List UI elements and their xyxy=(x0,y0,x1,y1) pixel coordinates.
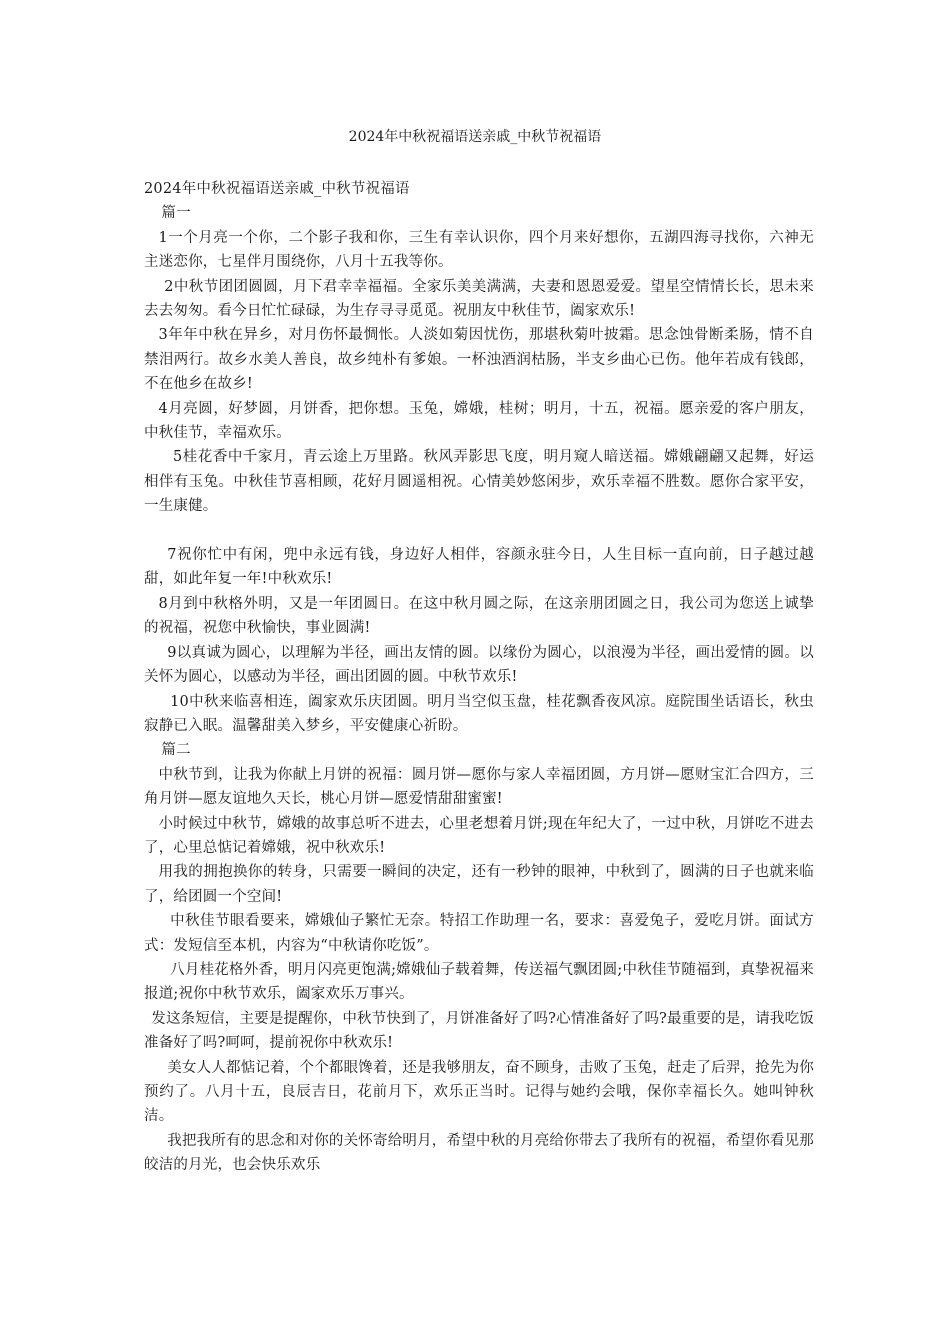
paragraph: 10中秋来临喜相连，阖家欢乐庆团圆。明月当空似玉盘，桂花飘香夜风凉。庭院围坐话语长，秋虫寂静已入眠。温馨甜美入梦乡，平安健康心祈盼。 xyxy=(144,693,814,734)
paragraph: 5桂花香中千家月，青云途上万里路。秋风弄影思飞度，明月窥人暗送福。嫦娥翩翩又起舞，好运相伴有玉兔。中秋佳节喜相顾，花好月圆遥相祝。心情美妙悠闲步，欢乐幸福不胜数。愿你合家平安，一生康健。 xyxy=(144,449,814,515)
paragraph: 8月到中秋格外明，又是一年团圆日。在这中秋月圆之际，在这亲朋团圆之日，我公司为您送上诚挚的祝福，祝您中秋愉快，事业圆满! xyxy=(144,595,814,637)
paragraph: 3年年中秋在异乡，对月伤怀最惆怅。人淡如菊因忧伤，那堪秋菊叶披霜。思念蚀骨断柔肠，情不自禁泪两行。故乡水美人善良，故乡纯朴有爹娘。一杯浊酒润枯肠，半支乡曲心已伤。他年若成有钱郎，不在他乡在故乡! xyxy=(144,327,814,393)
document-body xyxy=(144,177,814,1178)
paragraph: 我把我所有的思念和对你的关怀寄给明月，希望中秋的月亮给你带去了我所有的祝福，希望你看见那皎洁的月光，也会快乐欢乐 xyxy=(144,1132,814,1174)
paragraph: 中秋佳节眼看要来，嫦娥仙子繁忙无奈。特招工作助理一名，要求：喜爱兔子，爱吃月饼。面试方式：发短信至本机，内容为“中秋请你吃饭”。 xyxy=(144,913,814,954)
paragraph: 美女人人都惦记着，个个都眼馋着，还是我够朋友，奋不顾身，击败了玉兔，赶走了后羿，抢先为你预约了。八月十五，良辰吉日，花前月下，欢乐正当时。记得与她约会哦，保你幸福长久。她叫钟秋洁。 xyxy=(144,1059,814,1125)
paragraph: 2中秋节团团圆圆，月下君幸幸福福。全家乐美美满满，夫妻和恩恩爱爱。望星空情情长长，思未来去去匆匆。看今日忙忙碌碌，为生存寻寻觅觅。祝朋友中秋佳节，阖家欢乐! xyxy=(144,278,814,320)
blank-line xyxy=(144,519,814,543)
paragraph: 2024年中秋祝福语送亲戚_中秋节祝福语 xyxy=(144,181,410,197)
paragraph: 篇二 xyxy=(161,742,191,759)
page-title: 2024年中秋祝福语送亲戚_中秋节祝福语 xyxy=(348,129,602,145)
paragraph: 中秋节到，让我为你献上月饼的祝福：圆月饼—愿你与家人幸福团圆，方月饼—愿财宝汇合四方，三角月饼—愿友谊地久天长，桃心月饼—愿爱情甜甜蜜蜜! xyxy=(144,766,814,808)
paragraph: 9以真诚为圆心，以理解为半径，画出友情的圆。以缘份为圆心，以浪漫为半径，画出爱情的圆。以关怀为圆心，以感动为半径，画出团圆的圆。中秋节欢乐! xyxy=(144,644,814,686)
paragraph: 4月亮圆，好梦圆，月饼香，把你想。玉兔，嫦娥，桂树；明月，十五，祝福。愿亲爱的客户朋友，中秋佳节，幸福欢乐。 xyxy=(144,400,814,442)
paragraph: 小时候过中秋节，嫦娥的故事总听不进去，心里老想着月饼;现在年纪大了，一过中秋，月饼吃不进去了，心里总惦记着嫦娥，祝中秋欢乐! xyxy=(144,815,814,856)
paragraph: 7祝你忙中有闲，兜中永远有钱，身边好人相伴，容颜永驻今日，人生目标一直向前，日子越过越甜，如此年复一年!中秋欢乐! xyxy=(144,547,814,588)
paragraph: 1一个月亮一个你，二个影子我和你，三生有幸认识你，四个月来好想你，五湖四海寻找你，六神无主迷恋你，七星伴月围绕你，八月十五我等你。 xyxy=(144,229,814,271)
paragraph: 用我的拥抱换你的转身，只需要一瞬间的决定，还有一秒钟的眼神，中秋到了，圆满的日子也就来临了，给团圆一个空间! xyxy=(144,864,814,905)
paragraph: 八月桂花格外香，明月闪亮更饱满;嫦娥仙子载着舞，传送福气飘团圆;中秋佳节随福到，真挚祝福来报道;祝你中秋节欢乐，阖家欢乐万事兴。 xyxy=(144,961,814,1003)
paragraph: 篇一 xyxy=(161,205,191,222)
paragraph: 发这条短信，主要是提醒你，中秋节快到了，月饼准备好了吗?心情准备好了吗?最重要的是，请我吃饭准备好了吗?呵呵，提前祝你中秋欢乐! xyxy=(144,1010,814,1052)
